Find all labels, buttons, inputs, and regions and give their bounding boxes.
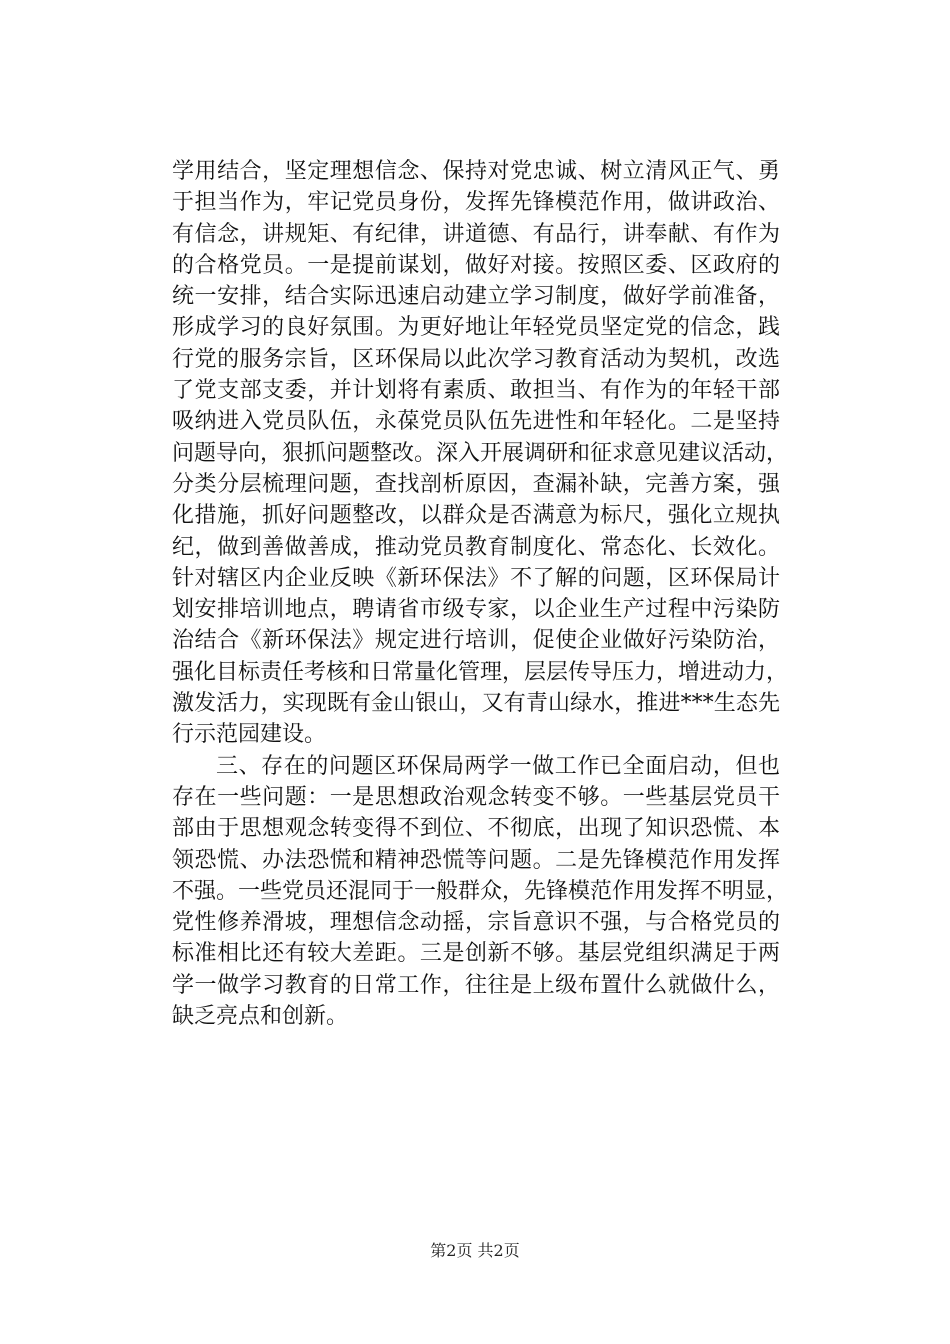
text-line: 纪，做到善做善成，推动党员教育制度化、常态化、长效化。	[172, 534, 780, 560]
text-line: 治结合《新环保法》规定进行培训，促使企业做好污染防治，	[172, 628, 780, 654]
text-line: 吸纳进入党员队伍，永葆党员队伍先进性和年轻化。二是坚持	[172, 409, 780, 435]
text-line: 缺乏亮点和创新。	[172, 1004, 349, 1030]
text-line: 党性修养滑坡，理想信念动摇，宗旨意识不强，与合格党员的	[172, 910, 780, 936]
text-line: 形成学习的良好氛围。为更好地让年轻党员坚定党的信念，践	[172, 315, 780, 341]
text-line: 针对辖区内企业反映《新环保法》不了解的问题，区环保局计	[172, 565, 780, 591]
text-line: 部由于思想观念转变得不到位、不彻底，出现了知识恐慌、本	[172, 816, 780, 842]
text-line: 分类分层梳理问题，查找剖析原因，查漏补缺，完善方案，强	[172, 471, 780, 497]
page-number: 第2页 共2页	[430, 1241, 520, 1260]
text-line: 问题导向，狠抓问题整改。深入开展调研和征求意见建议活动，	[172, 440, 789, 466]
text-line: 领恐慌、办法恐慌和精神恐慌等问题。二是先锋模范作用发挥	[172, 847, 780, 873]
text-line: 不强。一些党员还混同于一般群众，先锋模范作用发挥不明显，	[172, 878, 789, 904]
text-line: 行党的服务宗旨，区环保局以此次学习教育活动为契机，改选	[172, 346, 780, 372]
text-line: 统一安排，结合实际迅速启动建立学习制度，做好学前准备，	[172, 284, 780, 310]
text-line: 行示范园建设。	[172, 722, 327, 748]
text-line: 存在一些问题：一是思想政治观念转变不够。一些基层党员干	[172, 784, 780, 810]
text-line: 的合格党员。一是提前谋划，做好对接。按照区委、区政府的	[172, 252, 780, 278]
page-footer	[0, 1241, 950, 1261]
text-line: 划安排培训地点，聘请省市级专家，以企业生产过程中污染防	[172, 597, 780, 623]
text-line: 三、存在的问题区环保局两学一做工作已全面启动，但也	[216, 753, 780, 779]
paragraph-work-measures	[172, 156, 789, 751]
text-line: 学用结合，坚定理想信念、保持对党忠诚、树立清风正气、勇	[172, 159, 780, 184]
text-line: 于担当作为，牢记党员身份，发挥先锋模范作用，做讲政治、	[172, 190, 780, 216]
document-body	[172, 156, 789, 1032]
text-line: 标准相比还有较大差距。三是创新不够。基层党组织满足于两	[172, 941, 780, 967]
text-line: 了党支部支委，并计划将有素质、敢担当、有作为的年轻干部	[172, 378, 780, 404]
text-line: 学一做学习教育的日常工作，往往是上级布置什么就做什么，	[172, 972, 780, 998]
text-line: 化措施，抓好问题整改，以群众是否满意为标尺，强化立规执	[172, 503, 780, 529]
text-line: 激发活力，实现既有金山银山，又有青山绿水，推进***生态先	[172, 691, 780, 717]
text-line: 有信念，讲规矩、有纪律，讲道德、有品行，讲奉献、有作为	[172, 221, 780, 247]
paragraph-existing-problems	[172, 751, 789, 1033]
text-line: 强化目标责任考核和日常量化管理，层层传导压力，增进动力，	[172, 659, 789, 685]
